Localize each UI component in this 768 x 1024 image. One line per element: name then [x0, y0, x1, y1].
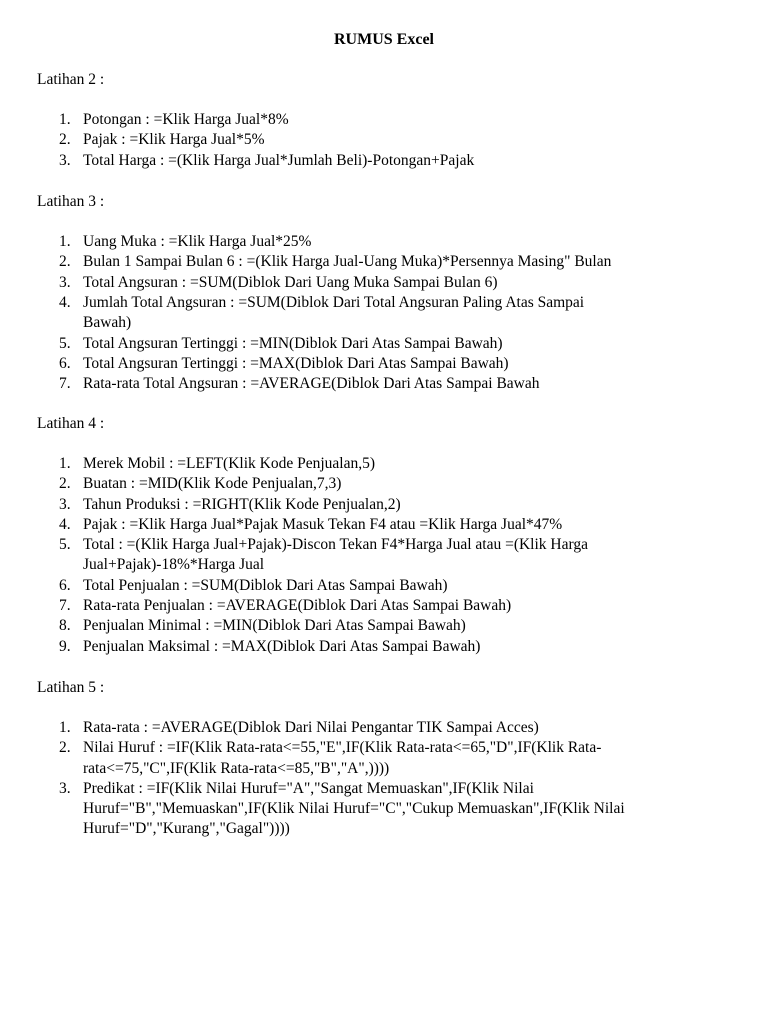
- list-number: 3.: [59, 151, 71, 169]
- list-number: 9.: [59, 637, 71, 655]
- list-item-text: Bulan 1 Sampai Bulan 6 : =(Klik Harga Jual-Uang Muka)*Persennya Masing" Bulan: [83, 253, 612, 271]
- list-number: 2.: [59, 253, 71, 271]
- list-number: 3.: [59, 779, 71, 797]
- list-number: 1.: [59, 455, 71, 472]
- list-item-text: Jumlah Total Angsuran : =SUM(Diblok Dari Total Angsuran Paling Atas Sampai: [83, 293, 585, 311]
- list-item-text: Total Penjualan : =SUM(Diblok Dari Atas Sampai Bawah): [83, 576, 448, 594]
- list-number: 6.: [59, 354, 71, 372]
- document-title: RUMUS Excel: [334, 31, 434, 48]
- list-number: 2.: [59, 475, 71, 493]
- list-item-text: rata<=75,"C",IF(Klik Rata-rata<=85,"B","A",)))): [83, 759, 390, 777]
- list-number: 3.: [59, 495, 71, 513]
- section-heading: Latihan 5 :: [37, 679, 105, 696]
- list-number: 7.: [59, 375, 71, 393]
- list-number: 2.: [59, 131, 71, 149]
- list-item-text: Bawah): [83, 314, 132, 332]
- list-number: 8.: [59, 617, 71, 635]
- list-item-text: Potongan : =Klik Harga Jual*8%: [83, 111, 289, 128]
- list-item-text: Penjualan Minimal : =MIN(Diblok Dari Atas Sampai Bawah): [83, 617, 466, 635]
- list-number: 4.: [59, 515, 71, 533]
- list-item-text: Jual+Pajak)-18%*Harga Jual: [83, 556, 265, 574]
- list-number: 1.: [59, 233, 71, 250]
- list-number: 4.: [59, 293, 71, 311]
- list-item-text: Total Harga : =(Klik Harga Jual*Jumlah Beli)-Potongan+Pajak: [83, 151, 475, 169]
- list-number: 6.: [59, 576, 71, 594]
- list-item-text: Rata-rata : =AVERAGE(Diblok Dari Nilai Pengantar TIK Sampai Acces): [83, 719, 539, 736]
- section-heading: Latihan 3 :: [37, 193, 105, 210]
- list-item-text: Merek Mobil : =LEFT(Klik Kode Penjualan,5): [83, 455, 375, 472]
- list-number: 3.: [59, 273, 71, 291]
- list-item-text: Total : =(Klik Harga Jual+Pajak)-Discon Tekan F4*Harga Jual atau =(Klik Harga: [83, 536, 589, 554]
- list-number: 1.: [59, 719, 71, 736]
- list-number: 5.: [59, 536, 71, 554]
- list-item-text: Pajak : =Klik Harga Jual*5%: [83, 131, 265, 149]
- list-item-text: Pajak : =Klik Harga Jual*Pajak Masuk Tekan F4 atau =Klik Harga Jual*47%: [83, 515, 563, 533]
- list-number: 5.: [59, 334, 71, 352]
- list-item-text: Nilai Huruf : =IF(Klik Rata-rata<=55,"E",IF(Klik Rata-rata<=65,"D",IF(Klik Rata-: [83, 739, 602, 757]
- list-item-text: Total Angsuran : =SUM(Diblok Dari Uang Muka Sampai Bulan 6): [83, 273, 498, 291]
- list-item-text: Penjualan Maksimal : =MAX(Diblok Dari Atas Sampai Bawah): [83, 637, 481, 655]
- list-item-text: Uang Muka : =Klik Harga Jual*25%: [83, 233, 312, 250]
- list-item-text: Rata-rata Total Angsuran : =AVERAGE(Diblok Dari Atas Sampai Bawah: [83, 375, 540, 393]
- list-item-text: Predikat : =IF(Klik Nilai Huruf="A","Sangat Memuaskan",IF(Klik Nilai: [83, 779, 534, 797]
- list-item-text: Huruf="D","Kurang","Gagal")))): [83, 820, 290, 838]
- list-item-text: Total Angsuran Tertinggi : =MAX(Diblok Dari Atas Sampai Bawah): [83, 354, 509, 372]
- list-number: 1.: [59, 111, 71, 128]
- list-item-text: Huruf="B","Memuaskan",IF(Klik Nilai Huruf="C","Cukup Memuaskan",IF(Klik Nilai: [83, 800, 625, 818]
- section-heading: Latihan 2 :: [37, 71, 105, 88]
- section-heading: Latihan 4 :: [37, 415, 105, 432]
- list-item-text: Buatan : =MID(Klik Kode Penjualan,7,3): [83, 475, 342, 493]
- list-item-text: Total Angsuran Tertinggi : =MIN(Diblok Dari Atas Sampai Bawah): [83, 334, 503, 352]
- list-number: 2.: [59, 739, 71, 757]
- list-item-text: Rata-rata Penjualan : =AVERAGE(Diblok Dari Atas Sampai Bawah): [83, 597, 512, 615]
- list-number: 7.: [59, 597, 71, 615]
- list-item-text: Tahun Produksi : =RIGHT(Klik Kode Penjualan,2): [83, 495, 401, 513]
